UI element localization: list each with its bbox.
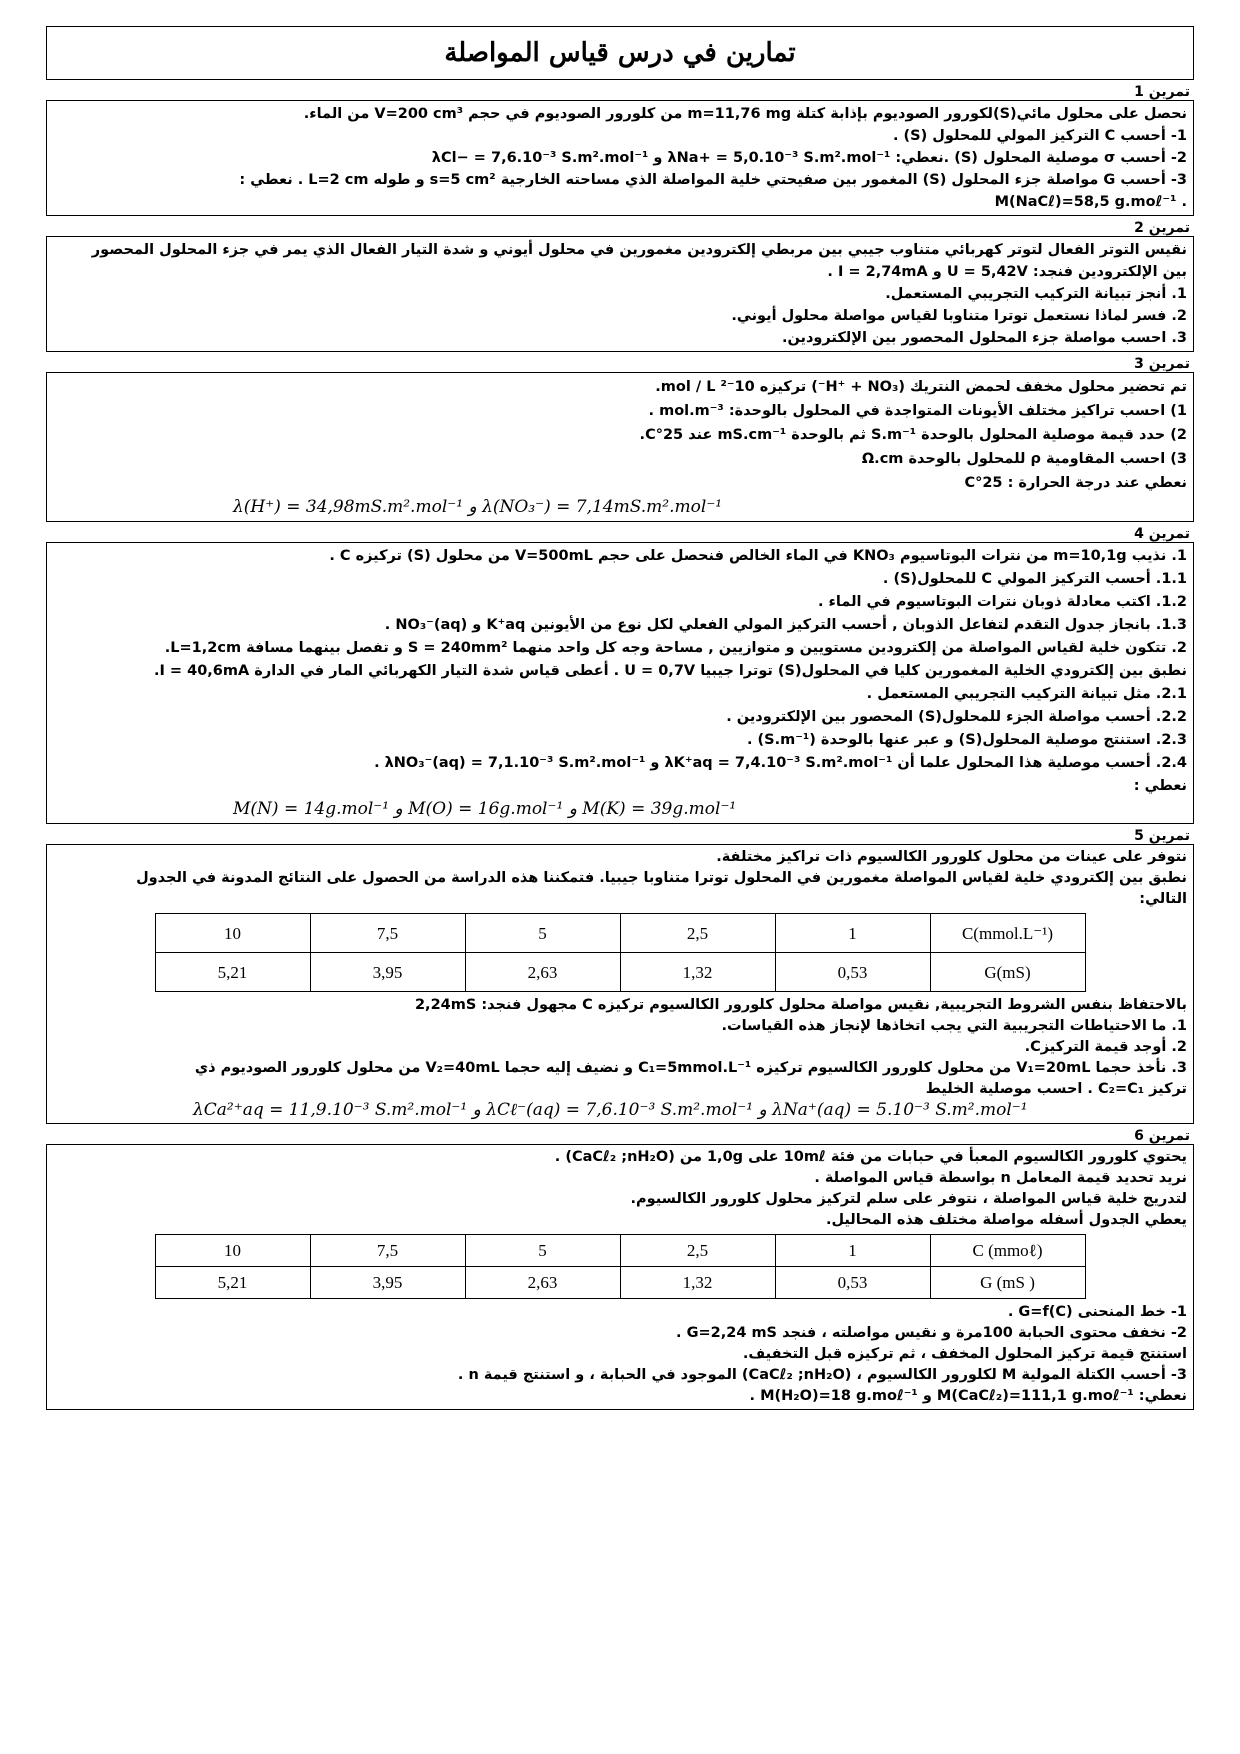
table-cell: 1,32 [620,1267,775,1299]
table-cell: 5,21 [155,1267,310,1299]
exercise-3-line: نعطي عند درجة الحرارة : 25°C [964,475,1187,491]
exercise-5-line: بالاحتفاظ بنفس الشروط التجريبية, نقيس مواصلة محلول كلورور الكالسيوم تركيزه C مجهول فنجد: 2,24mS [414,997,1187,1013]
exercise-5-box [46,844,1194,1124]
exercise-4-line: 1.1. أحسب التركيز المولي C للمحلول(S) . [882,571,1187,587]
exercise-6-line: يحتوي كلورور الكالسيوم المعبأ في حبابات من فئة 10mℓ على 1,0g من (CaCℓ₂ ;nH₂O) . [554,1149,1187,1165]
table-cell: 1 [775,1235,930,1267]
table-header-cell: G(mS) [930,953,1085,992]
exercise-5-formula: λCa²⁺aq = 11,9.10⁻³ S.m².mol⁻¹ و λCℓ⁻(aq) = 7,6.10⁻³ S.m².mol⁻¹ و λNa⁺(aq) = 5.10⁻³ S.m².mol⁻¹ [193,1100,1028,1120]
exercise-5-line: التالي: [1139,891,1187,907]
exercise-2-line: نقيس التوتر الفعال لتوتر كهربائي متناوب جيبي بين مربطي إلكترودين مغمورين في محلول أيوني و شدة التيار الفعال الذي يمر في جزء المحلول المحصور [91,242,1187,258]
exercise-1-line: 3- أحسب G مواصلة جزء المحلول (S) المغمور بين صفيحتي خلية المواصلة الذي مساحته الخارجية s=5 cm² و طوله L=2 cm . نعطي : [239,172,1187,188]
exercise-2-box [46,236,1194,352]
worksheet-page [46,26,1194,1410]
exercise-6-line: نعطي: M(CaCℓ₂)=111,1 g.moℓ⁻¹ و M(H₂O)=18 g.moℓ⁻¹ . [749,1388,1187,1404]
table-cell: 7,5 [310,1235,465,1267]
exercise-2-header: تمرين 2 [1134,220,1190,236]
exercise-5-line: نطبق بين إلكترودي خلية لقياس المواصلة مغمورين في المحلول توترا متناوبا جيبيا. فتمكننا هذه الدراسة من الحصول على النتائج المدونة في الجدول [136,870,1187,886]
exercise-4-line: 1.2. اكتب معادلة ذوبان نترات البوتاسيوم في الماء . [817,594,1187,610]
exercise-4-line: نعطي : [1133,778,1187,794]
exercise-1-line: 1- أحسب C التركيز المولي للمحلول (S) . [892,128,1187,144]
table-cell: 2,63 [465,953,620,992]
table-cell: 5,21 [155,953,310,992]
exercise-5-table [155,913,1086,992]
exercise-6-line: نريد تحديد قيمة المعامل n بواسطة قياس المواصلة . [814,1170,1187,1186]
exercise-6-line: يعطي الجدول أسفله مواصلة مختلف هذه المحاليل. [825,1212,1187,1228]
exercise-2-line: بين الإلكترودين فنجد: U = 5,42V و I = 2,74mA . [827,264,1187,280]
exercise-1-box [46,100,1194,216]
exercise-1-line: نحصل على محلول مائي(S)لكورور الصوديوم بإذابة كتلة m=11,76 mg من كلورور الصوديوم في حجم V=200 cm³ من الماء. [303,106,1187,122]
exercise-1-line: . M(NaCℓ)=58,5 g.moℓ⁻¹ [994,194,1187,210]
exercise-3-line: 3) احسب المقاومية ρ للمحلول بالوحدة Ω.cm [861,451,1187,467]
table-cell: 7,5 [310,914,465,953]
exercise-5-line: 3. نأخذ حجما V₁=20mL من محلول كلورور الكالسيوم تركيزه C₁=5mmol.L⁻¹ و نضيف إليه حجما V₂=40mL من محلول كلورور الصوديوم ذي [194,1060,1187,1076]
title-box [46,26,1194,80]
table-cell: 5 [465,1235,620,1267]
table-cell: 3,95 [310,1267,465,1299]
exercise-4-line: 2.1. مثل تبيانة التركيب التجريبي المستعمل . [866,686,1187,702]
exercise-5-line: 2. أوجد قيمة التركيزC. [1024,1039,1187,1055]
page-title: تمارين في درس قياس المواصلة [444,38,796,68]
exercise-5-header: تمرين 5 [1134,828,1190,844]
table-header-cell: C (mmoℓ) [930,1235,1085,1267]
exercise-6-header: تمرين 6 [1134,1128,1190,1144]
exercise-5-line: 1. ما الاحتياطات التجريبية التي يجب اتخاذها لإنجاز هذه القياسات. [721,1018,1187,1034]
table-row [155,1235,1085,1267]
exercise-3-line: 1) احسب تراكيز مختلف الأيونات المتواجدة في المحلول بالوحدة: mol.m⁻³ . [648,403,1187,419]
exercise-6-line: لتدريج خلية قياس المواصلة ، نتوفر على سلم لتركيز محلول كلورور الكالسيوم. [630,1191,1187,1207]
exercise-4-line: 1. نذيب m=10,1g من نترات البوتاسيوم KNO₃ في الماء الخالص فنحصل على حجم V=500mL من محلول (S) تركيزه C . [329,548,1187,564]
table-header-cell: G (mS ) [930,1267,1085,1299]
table-row [155,1267,1085,1299]
exercise-3-header: تمرين 3 [1134,356,1190,372]
exercise-4-line: نطبق بين إلكترودي الخلية المغمورين كليا في المحلول(S) توترا جيبيا U = 0,7V . أعطى قياس شدة التيار الكهربائي المار في الدارة I = 40,6mA. [153,663,1187,679]
table-cell: 2,5 [620,914,775,953]
exercise-5-line: تركيز C₂=C₁ . احسب موصلية الخليط [925,1081,1187,1097]
exercise-1-line: 2- أحسب σ موصلية المحلول (S) .نعطي: λNa+ = 5,0.10⁻³ S.m².mol⁻¹ و λCl− = 7,6.10⁻³ S.m².mol⁻¹ [431,150,1187,166]
table-row [155,953,1085,992]
exercise-5-line: نتوفر على عينات من محلول كلورور الكالسيوم ذات تراكيز مختلفة. [716,849,1187,865]
exercise-3-line: 2) حدد قيمة موصلية المحلول بالوحدة S.m⁻¹ ثم بالوحدة mS.cm⁻¹ عند 25°C. [639,427,1187,443]
table-cell: 3,95 [310,953,465,992]
exercise-4-line: 2. تتكون خلية لقياس المواصلة من إلكترودين مستويين و متوازيين , مساحة وجه كل واحد منهما S = 240mm² و تفصل بينهما مسافة L=1,2cm. [164,640,1187,656]
exercise-6-box [46,1144,1194,1410]
exercise-3-box [46,372,1194,522]
table-cell: 2,63 [465,1267,620,1299]
exercise-6-line: 3- أحسب الكتلة المولية M لكلورور الكالسيوم ، (CaCℓ₂ ;nH₂O) الموجود في الحبابة ، و استنتج قيمة n . [457,1367,1187,1383]
exercise-6-line: استنتج قيمة تركيز المحلول المخفف ، ثم تركيزه قبل التخفيف. [742,1346,1187,1362]
exercise-6-line: 2- نخفف محتوى الحبابة 100مرة و نقيس مواصلته ، فنجد G=2,24 mS . [676,1325,1187,1341]
exercise-4-line: 2.3. استنتج موصلية المحلول(S) و عبر عنها بالوحدة (S.m⁻¹) . [746,732,1187,748]
exercise-4-formula: M(N) = 14g.mol⁻¹ و M(O) = 16g.mol⁻¹ و M(K) = 39g.mol⁻¹ [233,799,737,819]
exercise-2-line: 3. احسب مواصلة جزء المحلول المحصور بين الإلكترودين. [781,330,1187,346]
exercise-3-line: تم تحضير محلول مخفف لحمض النتريك (H⁺ + NO₃⁻) تركيزه 10⁻² mol / L. [655,379,1187,395]
table-cell: 1,32 [620,953,775,992]
exercise-2-line: 1. أنجز تبيانة التركيب التجريبي المستعمل. [885,286,1187,302]
table-cell: 10 [155,1235,310,1267]
exercise-2-line: 2. فسر لماذا نستعمل توترا متناوبا لقياس مواصلة محلول أيوني. [731,308,1187,324]
table-cell: 10 [155,914,310,953]
table-row [155,914,1085,953]
exercise-6-line: 1- خط المنحنى G=f(C) . [1007,1304,1187,1320]
exercise-4-box [46,542,1194,824]
exercise-6-table [155,1234,1086,1299]
table-cell: 2,5 [620,1235,775,1267]
exercise-4-header: تمرين 4 [1134,526,1190,542]
table-header-cell: C(mmol.L⁻¹) [930,914,1085,953]
exercise-3-formula: λ(H⁺) = 34,98mS.m².mol⁻¹ و λ(NO₃⁻) = 7,14mS.m².mol⁻¹ [233,497,723,517]
exercise-1-header: تمرين 1 [1134,84,1190,100]
exercise-4-line: 2.4. أحسب موصلية هذا المحلول علما أن λK⁺aq = 7,4.10⁻³ S.m².mol⁻¹ و λNO₃⁻(aq) = 7,1.10⁻³ S.m².mol⁻¹ . [374,755,1187,771]
table-cell: 1 [775,914,930,953]
table-cell: 0,53 [775,953,930,992]
table-cell: 5 [465,914,620,953]
exercise-4-line: 1.3. بانجاز جدول التقدم لتفاعل الذوبان , أحسب التركيز المولي الفعلي لكل نوع من الأيونين K⁺aq و NO₃⁻(aq) . [384,617,1187,633]
table-cell: 0,53 [775,1267,930,1299]
exercise-4-line: 2.2. أحسب مواصلة الجزء للمحلول(S) المحصور بين الإلكترودين . [726,709,1187,725]
